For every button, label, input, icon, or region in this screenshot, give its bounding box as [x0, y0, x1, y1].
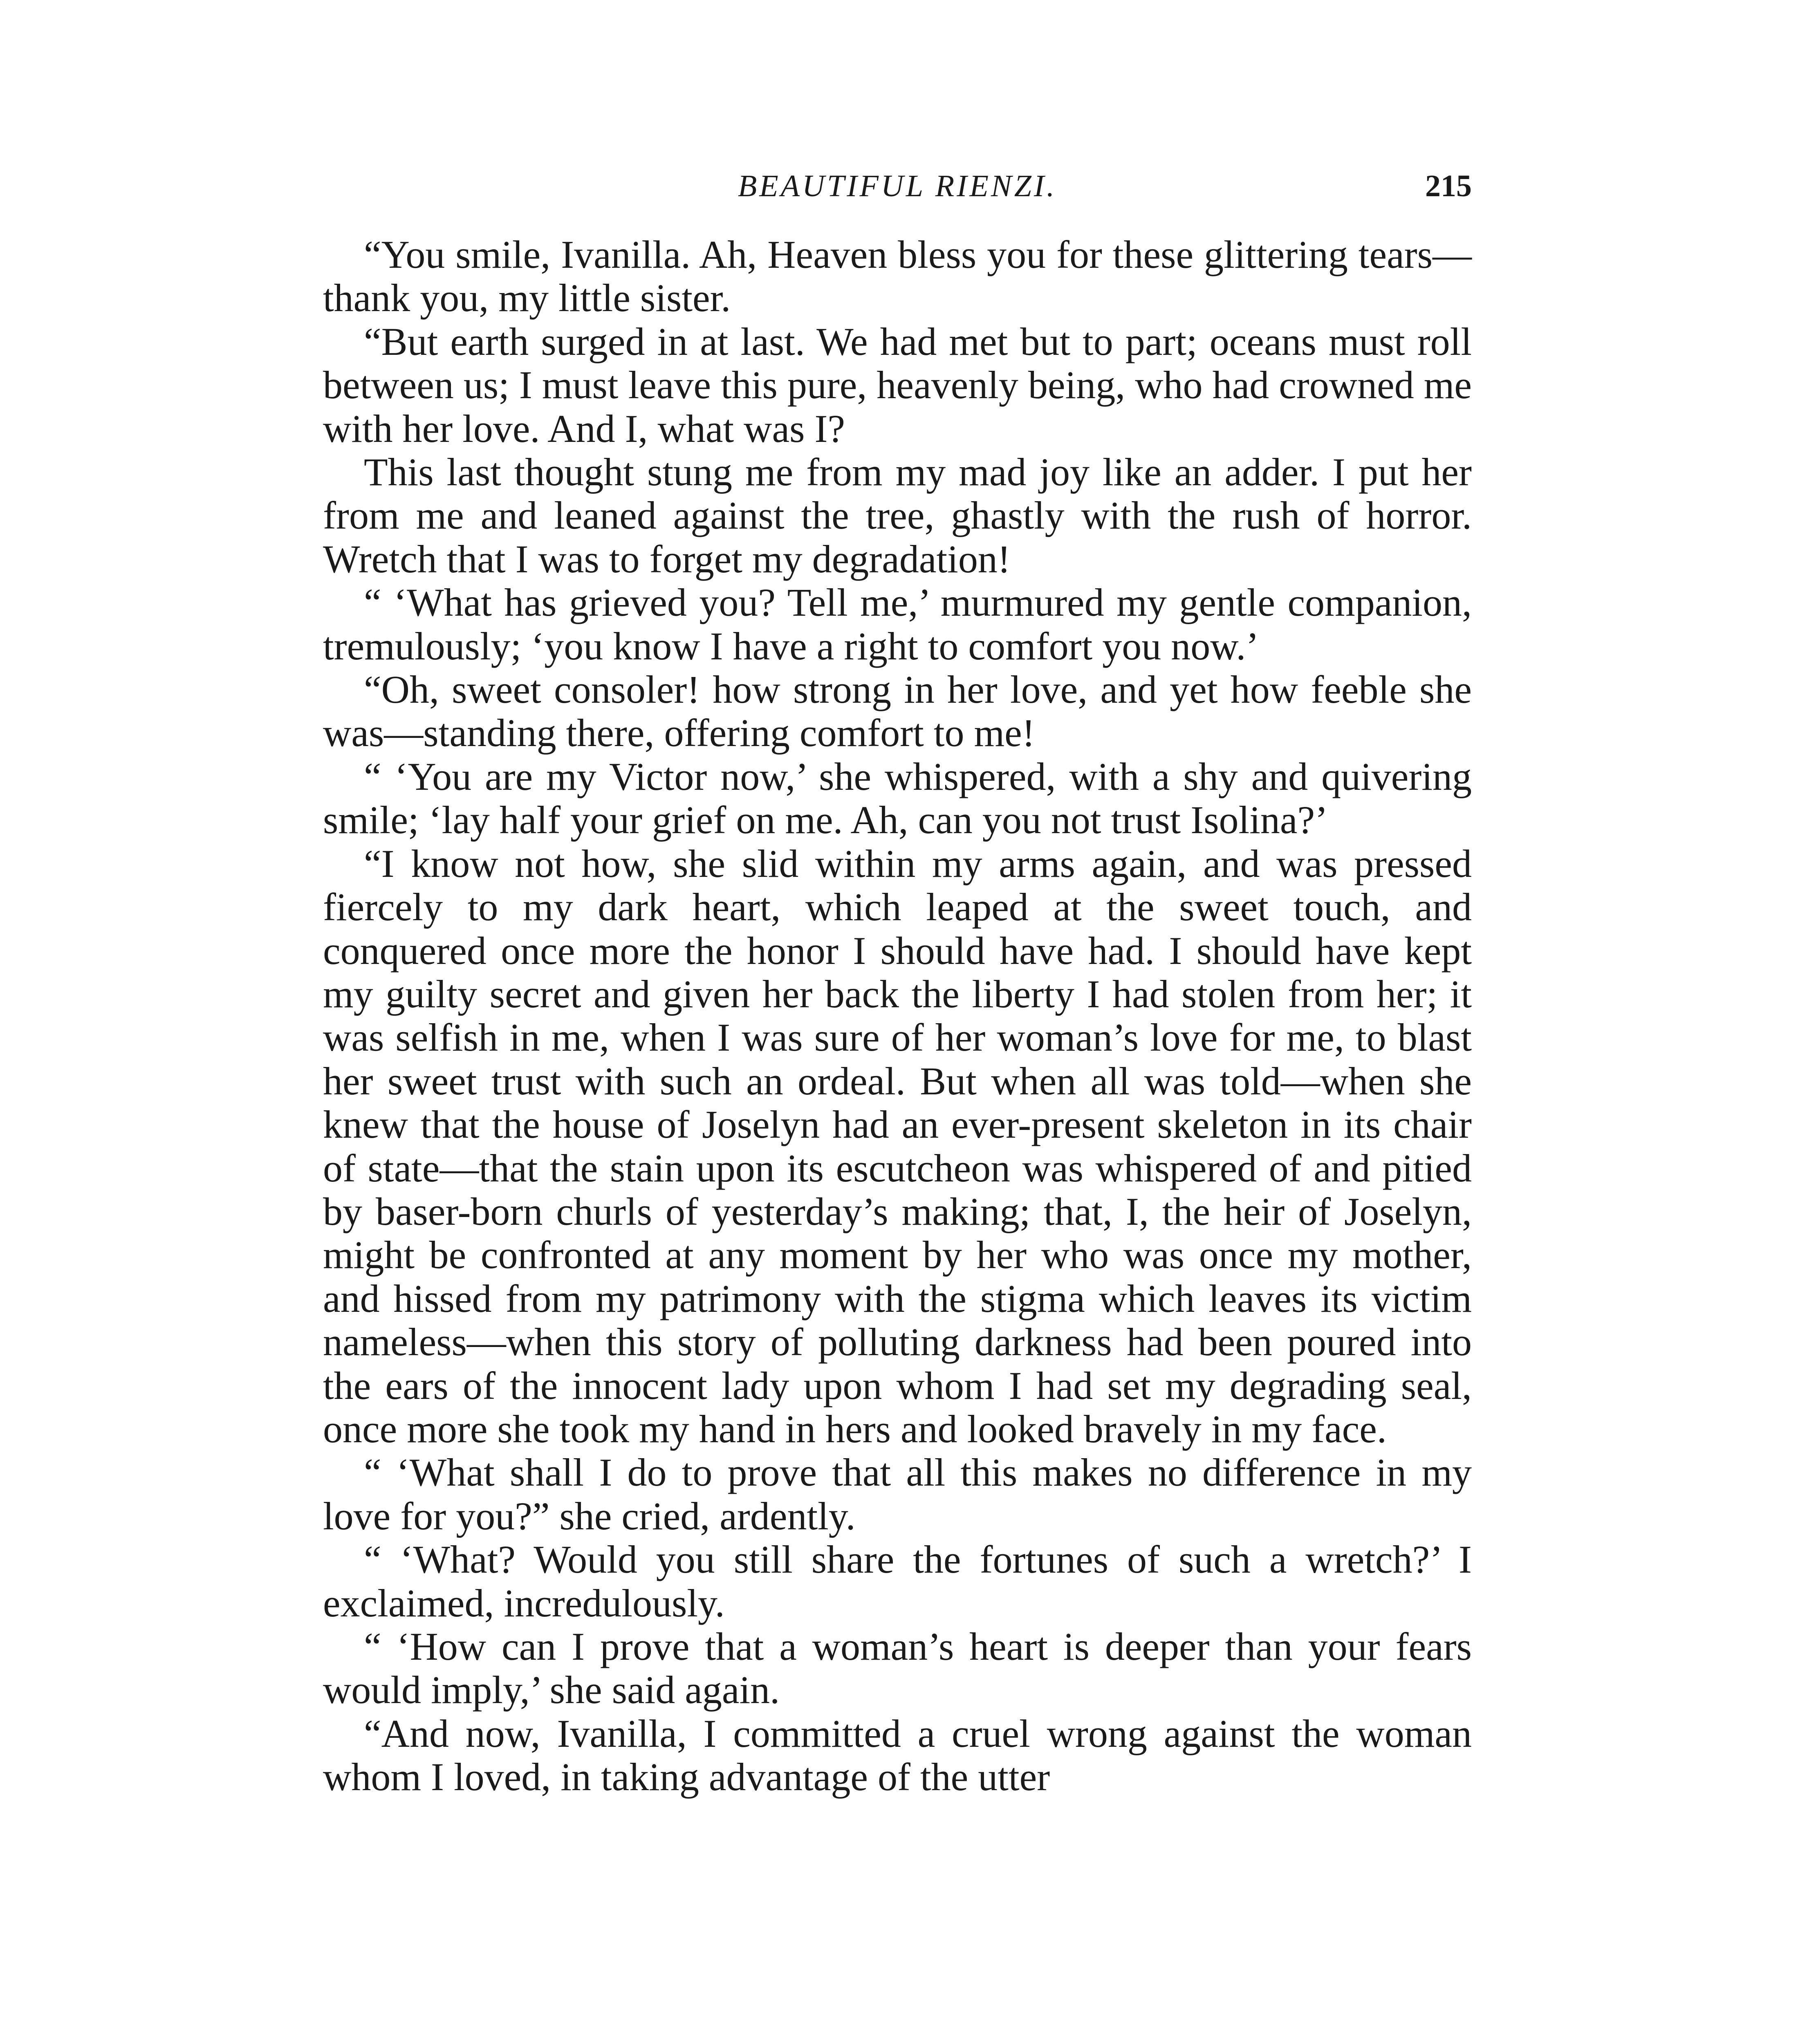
paragraph: “ ‘What shall I do to prove that all this makes no difference in my love for you?” she cried, ardently.	[323, 1450, 1472, 1538]
paragraph: “ ‘How can I prove that a woman’s heart is deeper than your fears would imply,’ she said again.	[323, 1625, 1472, 1712]
paragraph: “ ‘What has grieved you? Tell me,’ murmured my gentle companion, tremulously; ‘you know I have a right to comfort you now.’	[323, 580, 1472, 668]
paragraph: “Oh, sweet consoler! how strong in her love, and yet how feeble she was—standing there, offering comfort to me!	[323, 668, 1472, 755]
paragraph: “You smile, Ivanilla. Ah, Heaven bless you for these glittering tears—thank you, my little sister.	[323, 233, 1472, 320]
paragraph: “I know not how, she slid within my arms again, and was pressed fiercely to my dark heart, which leaped at the sweet touch, and conquered once more the honor I should have had. I should have kept my guilty secret and given her back the liberty I had stolen from her; it was selfish in me, when I was sure of her woman’s love for me, to blast her sweet trust with such an ordeal. But when all was told—when she knew that the house of Joselyn had an ever-present skeleton in its chair of state—that the stain upon its escutcheon was whispered of and pitied by baser-born churls of yesterday’s making; that, I, the heir of Joselyn, might be confronted at any moment by her who was once my mother, and hissed from my patrimony with the stigma which leaves its victim nameless—when this story of polluting darkness had been poured into the ears of the innocent lady upon whom I had set my degrading seal, once more she took my hand in hers and looked bravely in my face.	[323, 841, 1472, 1451]
body-text	[323, 233, 1472, 1799]
page-number: 215	[1425, 169, 1472, 203]
paragraph: “ ‘What? Would you still share the fortunes of such a wretch?’ I exclaimed, incredulously.	[323, 1537, 1472, 1625]
paragraph: This last thought stung me from my mad joy like an adder. I put her from me and leaned against the tree, ghastly with the rush of horror. Wretch that I was to forget my degradation!	[323, 450, 1472, 581]
paragraph: “And now, Ivanilla, I committed a cruel wrong against the woman whom I loved, in taking advantage of the utter	[323, 1711, 1472, 1799]
running-title: BEAUTIFUL RIENZI.	[738, 169, 1057, 203]
paragraph: “ ‘You are my Victor now,’ she whispered, with a shy and quivering smile; ‘lay half your grief on me. Ah, can you not trust Isolina?’	[323, 754, 1472, 842]
paragraph: “But earth surged in at last. We had met but to part; oceans must roll between us; I must leave this pure, heavenly being, who had crowned me with her love. And I, what was I?	[323, 319, 1472, 450]
page-header	[323, 161, 1472, 211]
